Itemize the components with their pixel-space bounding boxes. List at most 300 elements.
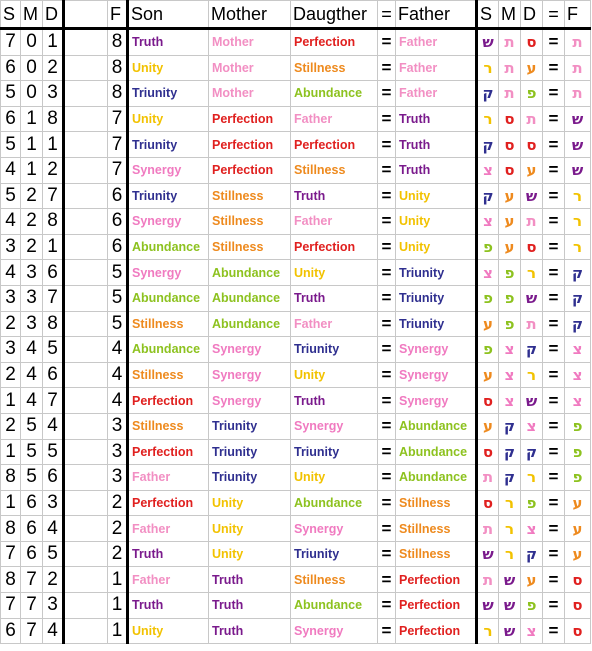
cell-daughter: Truth (291, 388, 378, 414)
table-row (1, 362, 591, 388)
cell-m: 2 (21, 234, 43, 260)
table-row (1, 618, 591, 644)
cell-m: 0 (21, 55, 43, 81)
cell-hebrew-m: פ (499, 285, 521, 311)
cell-equals: = (378, 337, 396, 363)
cell-hebrew-d: ק (521, 337, 543, 363)
cell-equals: = (378, 311, 396, 337)
cell-equals: = (378, 29, 396, 56)
cell-s: 7 (1, 593, 21, 619)
cell-blank (64, 81, 108, 107)
cell-blank (64, 362, 108, 388)
cell-son: Perfection (128, 490, 209, 516)
cell-hebrew-f: צ (565, 388, 591, 414)
cell-blank (64, 465, 108, 491)
cell-father: Truth (396, 132, 477, 158)
cell-father: Triunity (396, 260, 477, 286)
cell-hebrew-d: צ (521, 413, 543, 439)
cell-mother: Synergy (209, 362, 291, 388)
cell-father: Triunity (396, 311, 477, 337)
cell-hebrew-m: ת (499, 55, 521, 81)
cell-hebrew-d: ס (521, 234, 543, 260)
cell-hebrew-d: ע (521, 567, 543, 593)
cell-d: 3 (43, 490, 64, 516)
cell-d: 4 (43, 413, 64, 439)
cell-son: Stillness (128, 311, 209, 337)
cell-hebrew-equals: = (543, 311, 565, 337)
cell-m: 3 (21, 285, 43, 311)
header-equals: = (378, 1, 396, 29)
cell-blank (64, 388, 108, 414)
cell-s: 6 (1, 55, 21, 81)
cell-hebrew-s: ע (477, 362, 499, 388)
cell-hebrew-s: ש (477, 29, 499, 56)
cell-father: Perfection (396, 567, 477, 593)
cell-f: 7 (108, 106, 128, 132)
cell-s: 5 (1, 81, 21, 107)
cell-hebrew-equals: = (543, 260, 565, 286)
cell-f: 7 (108, 132, 128, 158)
cell-hebrew-d: ש (521, 183, 543, 209)
cell-hebrew-d: ע (521, 55, 543, 81)
cell-m: 1 (21, 157, 43, 183)
cell-s: 7 (1, 541, 21, 567)
cell-hebrew-s: ע (477, 311, 499, 337)
table-row (1, 183, 591, 209)
cell-hebrew-equals: = (543, 81, 565, 107)
cell-s: 3 (1, 337, 21, 363)
cell-d: 8 (43, 209, 64, 235)
cell-equals: = (378, 567, 396, 593)
cell-s: 2 (1, 362, 21, 388)
cell-f: 2 (108, 516, 128, 542)
cell-equals: = (378, 106, 396, 132)
table-body (1, 29, 591, 644)
cell-father: Abundance (396, 413, 477, 439)
cell-m: 7 (21, 567, 43, 593)
cell-son: Father (128, 567, 209, 593)
cell-s: 6 (1, 618, 21, 644)
cell-hebrew-f: ת (565, 29, 591, 56)
table-row (1, 516, 591, 542)
header-hebrew-d: D (521, 1, 543, 29)
cell-hebrew-s: ע (477, 413, 499, 439)
cell-f: 4 (108, 337, 128, 363)
cell-hebrew-s: פ (477, 234, 499, 260)
cell-hebrew-equals: = (543, 490, 565, 516)
cell-m: 6 (21, 516, 43, 542)
cell-f: 6 (108, 234, 128, 260)
cell-hebrew-d: ס (521, 132, 543, 158)
cell-hebrew-m: ר (499, 490, 521, 516)
cell-d: 2 (43, 157, 64, 183)
cell-d: 5 (43, 439, 64, 465)
cell-m: 4 (21, 388, 43, 414)
header-d: D (43, 1, 64, 29)
table-row (1, 388, 591, 414)
cell-daughter: Truth (291, 183, 378, 209)
cell-son: Triunity (128, 81, 209, 107)
cell-hebrew-s: ש (477, 593, 499, 619)
cell-s: 7 (1, 29, 21, 56)
cell-son: Unity (128, 618, 209, 644)
cell-f: 2 (108, 541, 128, 567)
cell-s: 4 (1, 260, 21, 286)
header-son: Son (128, 1, 209, 29)
cell-equals: = (378, 388, 396, 414)
cell-d: 6 (43, 362, 64, 388)
cell-hebrew-s: פ (477, 285, 499, 311)
cell-hebrew-m: צ (499, 388, 521, 414)
cell-blank (64, 209, 108, 235)
cell-hebrew-equals: = (543, 285, 565, 311)
cell-mother: Abundance (209, 260, 291, 286)
cell-daughter: Unity (291, 362, 378, 388)
cell-hebrew-d: ק (521, 439, 543, 465)
cell-son: Perfection (128, 388, 209, 414)
cell-hebrew-m: ש (499, 593, 521, 619)
cell-hebrew-d: ת (521, 209, 543, 235)
table-row (1, 132, 591, 158)
cell-daughter: Stillness (291, 157, 378, 183)
cell-daughter: Father (291, 209, 378, 235)
cell-equals: = (378, 413, 396, 439)
cell-hebrew-f: ש (565, 132, 591, 158)
cell-blank (64, 516, 108, 542)
cell-m: 2 (21, 209, 43, 235)
cell-hebrew-f: ר (565, 183, 591, 209)
table-row (1, 311, 591, 337)
table-row (1, 55, 591, 81)
cell-hebrew-f: ע (565, 541, 591, 567)
cell-hebrew-f: ק (565, 285, 591, 311)
cell-daughter: Perfection (291, 29, 378, 56)
cell-hebrew-f: צ (565, 337, 591, 363)
cell-m: 5 (21, 465, 43, 491)
cell-equals: = (378, 439, 396, 465)
cell-equals: = (378, 81, 396, 107)
cell-daughter: Triunity (291, 439, 378, 465)
cell-hebrew-equals: = (543, 516, 565, 542)
table-row (1, 413, 591, 439)
cell-f: 8 (108, 81, 128, 107)
cell-blank (64, 567, 108, 593)
cell-s: 5 (1, 183, 21, 209)
cell-hebrew-f: ק (565, 311, 591, 337)
cell-s: 6 (1, 106, 21, 132)
cell-son: Unity (128, 55, 209, 81)
cell-mother: Truth (209, 567, 291, 593)
cell-daughter: Truth (291, 285, 378, 311)
cell-hebrew-f: צ (565, 362, 591, 388)
cell-d: 4 (43, 516, 64, 542)
cell-hebrew-equals: = (543, 234, 565, 260)
cell-hebrew-m: ק (499, 413, 521, 439)
cell-equals: = (378, 55, 396, 81)
cell-hebrew-s: ק (477, 183, 499, 209)
cell-d: 3 (43, 81, 64, 107)
cell-hebrew-equals: = (543, 567, 565, 593)
cell-hebrew-d: ס (521, 29, 543, 56)
cell-hebrew-equals: = (543, 29, 565, 56)
table-row (1, 209, 591, 235)
cell-hebrew-m: ר (499, 541, 521, 567)
cell-hebrew-d: ת (521, 311, 543, 337)
cell-hebrew-s: ר (477, 618, 499, 644)
cell-s: 1 (1, 388, 21, 414)
cell-hebrew-equals: = (543, 413, 565, 439)
cell-d: 1 (43, 29, 64, 56)
cell-father: Stillness (396, 516, 477, 542)
cell-hebrew-f: ס (565, 618, 591, 644)
cell-hebrew-f: ת (565, 81, 591, 107)
cell-hebrew-f: ע (565, 490, 591, 516)
cell-m: 5 (21, 413, 43, 439)
cell-hebrew-s: צ (477, 260, 499, 286)
cell-son: Father (128, 516, 209, 542)
table-row (1, 260, 591, 286)
cell-father: Stillness (396, 541, 477, 567)
cell-hebrew-s: ס (477, 388, 499, 414)
cell-mother: Mother (209, 55, 291, 81)
cell-daughter: Triunity (291, 541, 378, 567)
cell-son: Synergy (128, 209, 209, 235)
cell-hebrew-equals: = (543, 337, 565, 363)
cell-hebrew-equals: = (543, 362, 565, 388)
cell-daughter: Synergy (291, 413, 378, 439)
cell-mother: Mother (209, 29, 291, 56)
cell-father: Abundance (396, 465, 477, 491)
table-row (1, 337, 591, 363)
cell-son: Triunity (128, 132, 209, 158)
cell-daughter: Abundance (291, 81, 378, 107)
header-s: S (1, 1, 21, 29)
cell-hebrew-d: צ (521, 618, 543, 644)
cell-hebrew-m: ת (499, 81, 521, 107)
header-hebrew-f: F (565, 1, 591, 29)
cell-hebrew-m: ת (499, 29, 521, 56)
cell-s: 1 (1, 439, 21, 465)
cell-son: Stillness (128, 413, 209, 439)
cell-hebrew-m: צ (499, 362, 521, 388)
cell-hebrew-equals: = (543, 593, 565, 619)
cell-hebrew-equals: = (543, 183, 565, 209)
cell-hebrew-s: צ (477, 209, 499, 235)
cell-f: 7 (108, 157, 128, 183)
cell-father: Unity (396, 183, 477, 209)
cell-hebrew-f: פ (565, 465, 591, 491)
cell-m: 5 (21, 439, 43, 465)
cell-f: 3 (108, 465, 128, 491)
header-m: M (21, 1, 43, 29)
cell-m: 4 (21, 362, 43, 388)
cell-son: Truth (128, 593, 209, 619)
cell-hebrew-s: ת (477, 567, 499, 593)
cell-hebrew-s: ס (477, 490, 499, 516)
header-mother: Mother (209, 1, 291, 29)
cell-blank (64, 106, 108, 132)
cell-equals: = (378, 465, 396, 491)
cell-hebrew-d: פ (521, 593, 543, 619)
cell-hebrew-equals: = (543, 465, 565, 491)
cell-hebrew-d: ע (521, 157, 543, 183)
cell-hebrew-s: ר (477, 55, 499, 81)
cell-daughter: Synergy (291, 516, 378, 542)
cell-blank (64, 490, 108, 516)
cell-hebrew-m: פ (499, 260, 521, 286)
cell-daughter: Unity (291, 465, 378, 491)
cell-blank (64, 132, 108, 158)
cell-d: 6 (43, 465, 64, 491)
cell-hebrew-f: פ (565, 413, 591, 439)
header-hebrew-s: S (477, 1, 499, 29)
cell-m: 6 (21, 490, 43, 516)
cell-f: 4 (108, 362, 128, 388)
header-f: F (108, 1, 128, 29)
cell-hebrew-d: ת (521, 106, 543, 132)
cell-blank (64, 439, 108, 465)
cell-equals: = (378, 593, 396, 619)
cell-blank (64, 593, 108, 619)
cell-mother: Perfection (209, 132, 291, 158)
cell-father: Father (396, 55, 477, 81)
cell-d: 2 (43, 55, 64, 81)
cell-hebrew-m: ק (499, 465, 521, 491)
cell-daughter: Stillness (291, 567, 378, 593)
cell-hebrew-m: ש (499, 618, 521, 644)
cell-d: 8 (43, 106, 64, 132)
cell-equals: = (378, 516, 396, 542)
cell-s: 3 (1, 234, 21, 260)
table-row (1, 81, 591, 107)
cell-blank (64, 29, 108, 56)
cell-mother: Unity (209, 516, 291, 542)
cell-son: Truth (128, 541, 209, 567)
cell-blank (64, 311, 108, 337)
cell-son: Synergy (128, 260, 209, 286)
cell-mother: Synergy (209, 337, 291, 363)
cell-son: Father (128, 465, 209, 491)
cell-father: Synergy (396, 337, 477, 363)
cell-mother: Truth (209, 593, 291, 619)
header-blank (64, 1, 108, 29)
cell-equals: = (378, 157, 396, 183)
cell-hebrew-f: ע (565, 516, 591, 542)
cell-m: 3 (21, 260, 43, 286)
table-row (1, 157, 591, 183)
cell-father: Unity (396, 209, 477, 235)
cell-f: 3 (108, 439, 128, 465)
cell-hebrew-s: ר (477, 106, 499, 132)
cell-father: Synergy (396, 388, 477, 414)
cell-hebrew-f: ר (565, 209, 591, 235)
cell-mother: Triunity (209, 413, 291, 439)
cell-father: Truth (396, 106, 477, 132)
cell-equals: = (378, 132, 396, 158)
cell-hebrew-d: צ (521, 516, 543, 542)
cell-m: 0 (21, 81, 43, 107)
cell-m: 2 (21, 183, 43, 209)
cell-hebrew-s: ק (477, 81, 499, 107)
cell-hebrew-f: ש (565, 106, 591, 132)
cell-d: 1 (43, 234, 64, 260)
cell-hebrew-m: פ (499, 311, 521, 337)
table-row (1, 465, 591, 491)
cell-m: 0 (21, 29, 43, 56)
cell-blank (64, 260, 108, 286)
cell-hebrew-f: ס (565, 567, 591, 593)
cell-hebrew-m: ע (499, 234, 521, 260)
cell-hebrew-s: ת (477, 516, 499, 542)
cell-hebrew-f: ס (565, 593, 591, 619)
cell-blank (64, 413, 108, 439)
cell-f: 8 (108, 29, 128, 56)
cell-hebrew-d: ק (521, 541, 543, 567)
cell-f: 6 (108, 209, 128, 235)
cell-hebrew-s: ק (477, 132, 499, 158)
cell-equals: = (378, 234, 396, 260)
header-daughter: Daugther (291, 1, 378, 29)
cell-f: 8 (108, 55, 128, 81)
cell-mother: Unity (209, 490, 291, 516)
cell-m: 1 (21, 106, 43, 132)
cell-f: 5 (108, 311, 128, 337)
cell-blank (64, 541, 108, 567)
cell-hebrew-s: ש (477, 541, 499, 567)
header-hebrew-m: M (499, 1, 521, 29)
cell-hebrew-s: צ (477, 157, 499, 183)
cell-mother: Mother (209, 81, 291, 107)
cell-m: 7 (21, 618, 43, 644)
cell-father: Father (396, 81, 477, 107)
cell-s: 8 (1, 567, 21, 593)
cell-blank (64, 285, 108, 311)
cell-m: 7 (21, 593, 43, 619)
cell-father: Stillness (396, 490, 477, 516)
cell-s: 4 (1, 157, 21, 183)
cell-d: 7 (43, 183, 64, 209)
cell-d: 7 (43, 388, 64, 414)
cell-f: 2 (108, 490, 128, 516)
cell-s: 3 (1, 285, 21, 311)
cell-son: Abundance (128, 234, 209, 260)
cell-father: Perfection (396, 618, 477, 644)
cell-mother: Perfection (209, 106, 291, 132)
cell-equals: = (378, 209, 396, 235)
cell-mother: Stillness (209, 209, 291, 235)
cell-father: Synergy (396, 362, 477, 388)
cell-hebrew-m: ס (499, 106, 521, 132)
cell-d: 8 (43, 311, 64, 337)
cell-hebrew-equals: = (543, 618, 565, 644)
cell-daughter: Stillness (291, 55, 378, 81)
cell-f: 6 (108, 183, 128, 209)
cell-hebrew-equals: = (543, 388, 565, 414)
cell-hebrew-s: ס (477, 439, 499, 465)
cell-equals: = (378, 618, 396, 644)
cell-daughter: Triunity (291, 337, 378, 363)
cell-daughter: Unity (291, 260, 378, 286)
cell-hebrew-m: ס (499, 132, 521, 158)
header-hebrew-equals: = (543, 1, 565, 29)
cell-hebrew-equals: = (543, 157, 565, 183)
cell-m: 1 (21, 132, 43, 158)
header-row (1, 1, 591, 29)
cell-daughter: Synergy (291, 618, 378, 644)
cell-father: Unity (396, 234, 477, 260)
cell-mother: Truth (209, 618, 291, 644)
cell-blank (64, 618, 108, 644)
